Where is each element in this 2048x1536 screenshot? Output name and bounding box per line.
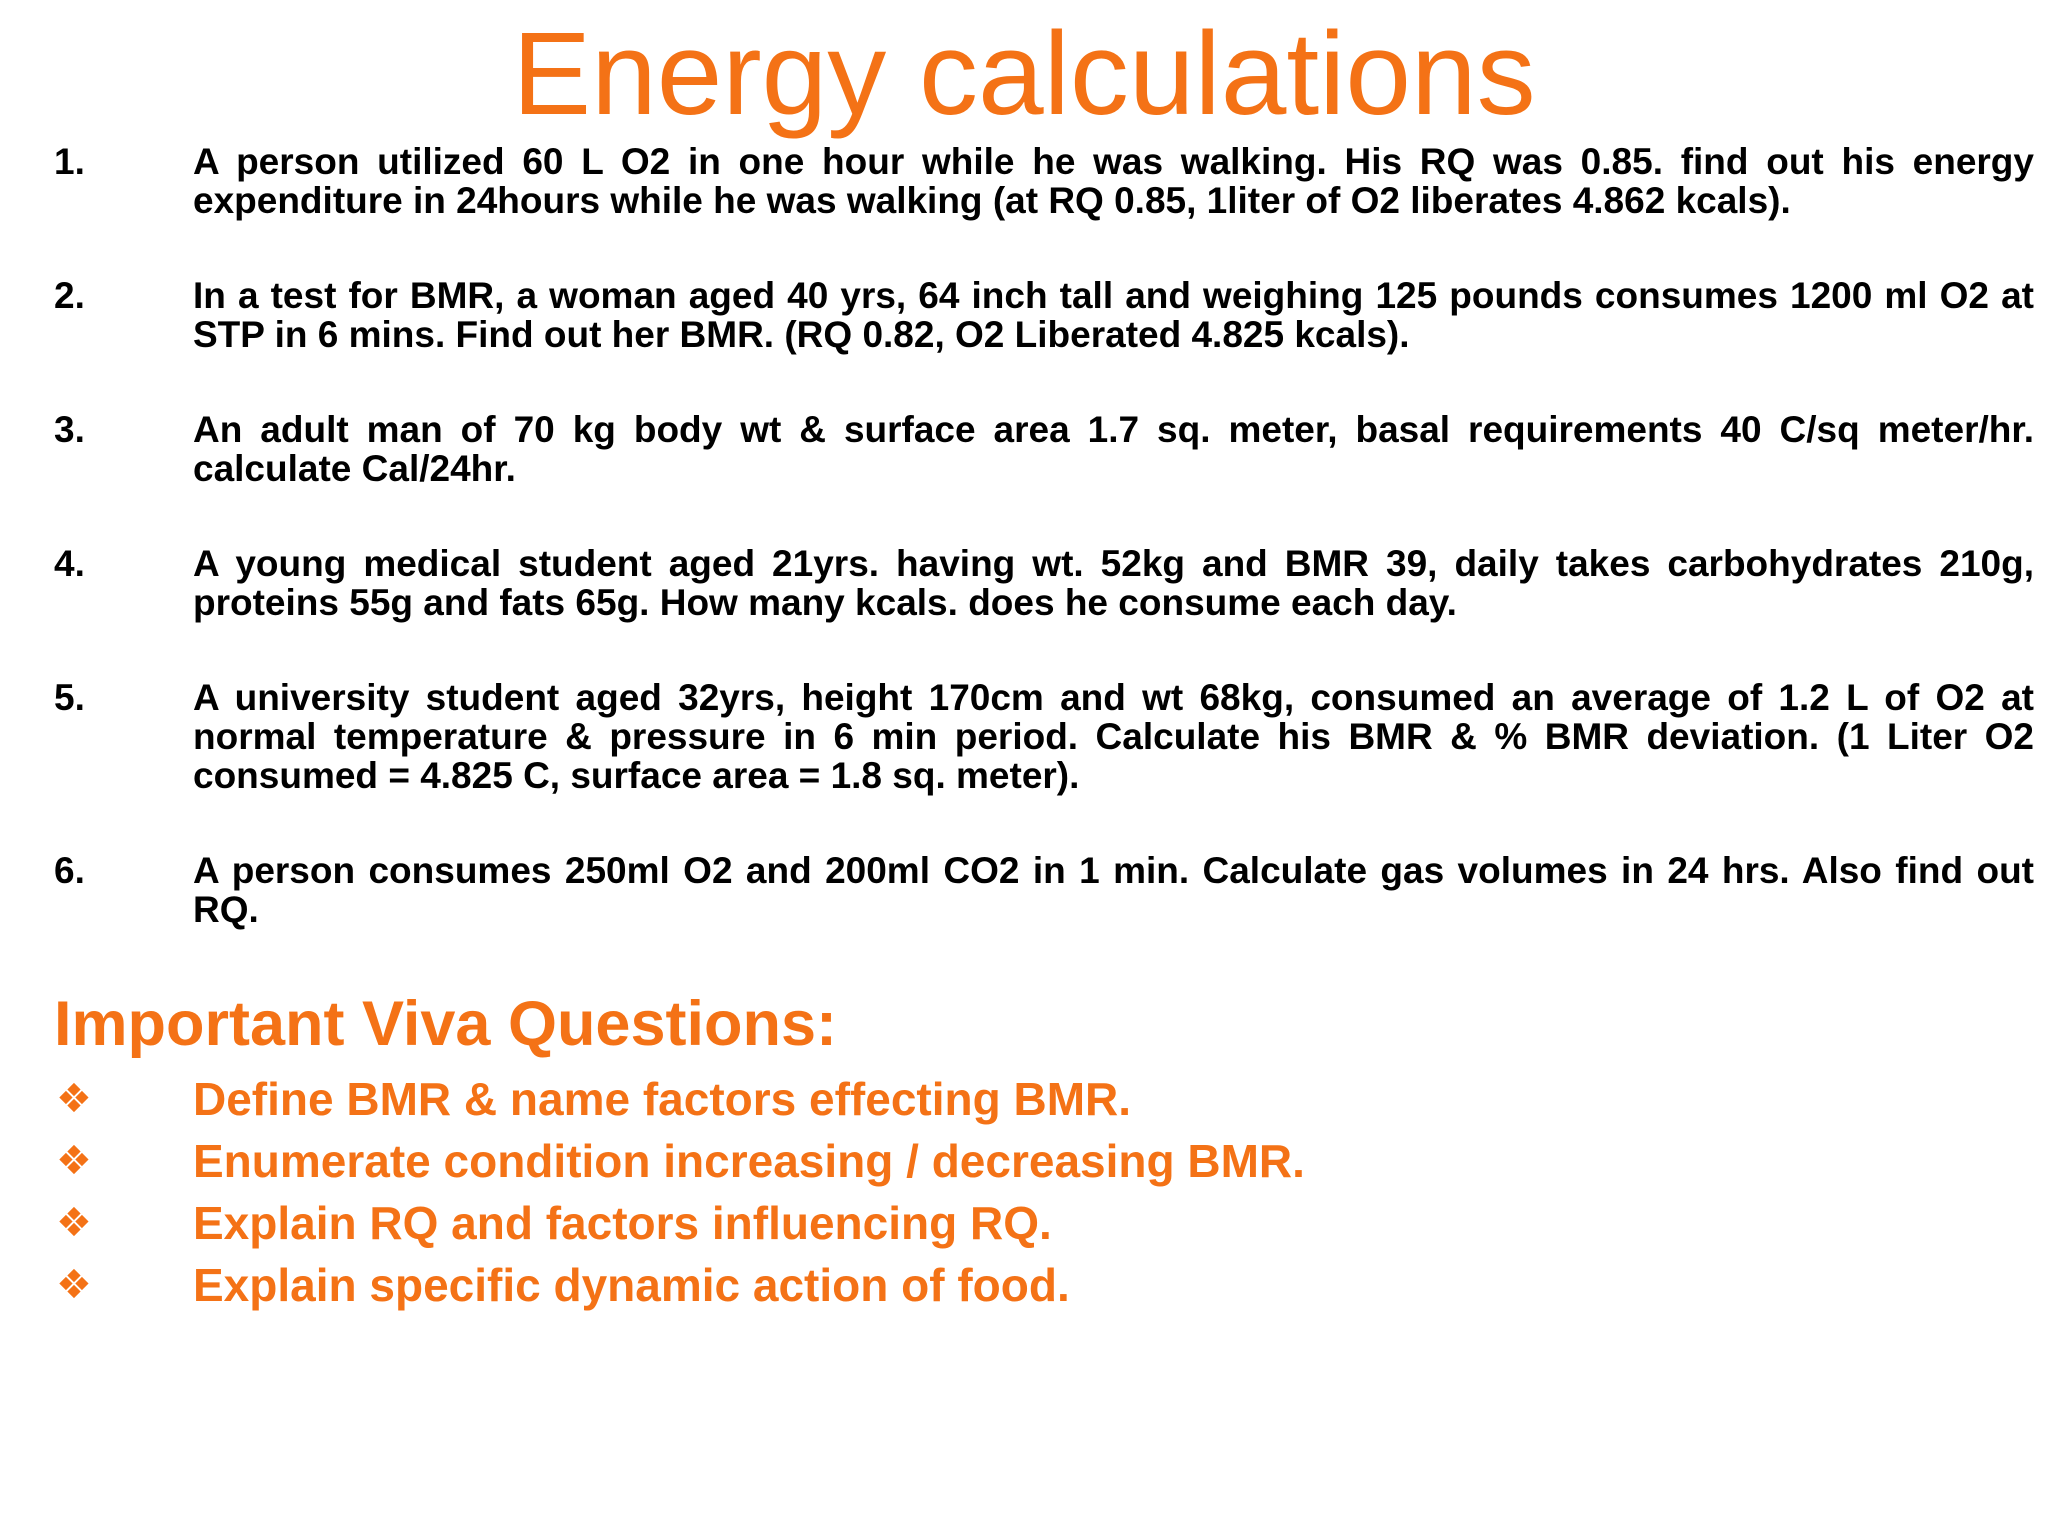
problem-text: An adult man of 70 kg body wt & surface area 1.7 sq. meter, basal requirements 40 C/sq meter/hr. calculate Cal/24hr. — [193, 409, 2034, 489]
problem-text: A university student aged 32yrs, height 170cm and wt 68kg, consumed an average of 1.2 L of O2 at normal temperature & pressure in 6 min period. Calculate his BMR & % BMR deviation. (1 Liter O2 consumed = 4.825 C, surface area = 1.8 sq. meter). — [193, 677, 2034, 796]
problem-list — [54, 142, 2034, 985]
problem-number: 6. — [54, 850, 85, 891]
problem-number: 5. — [54, 677, 85, 718]
problem-text: A person consumes 250ml O2 and 200ml CO2 in 1 min. Calculate gas volumes in 24 hrs. Also find out RQ. — [193, 850, 2034, 930]
problem-item — [54, 410, 2034, 488]
viva-question-item — [54, 1192, 1954, 1254]
diamond-bullet-icon: ❖ — [56, 1200, 92, 1246]
diamond-bullet-icon: ❖ — [56, 1138, 92, 1184]
viva-question-text: Explain specific dynamic action of food. — [193, 1259, 1070, 1311]
problem-number: 2. — [54, 275, 85, 316]
viva-question-list — [54, 1068, 1954, 1316]
problem-item — [54, 851, 2034, 929]
slide-title: Energy calculations — [512, 8, 1536, 140]
diamond-bullet-icon: ❖ — [56, 1262, 92, 1308]
problem-item — [54, 544, 2034, 622]
viva-question-item — [54, 1254, 1954, 1316]
diamond-bullet-icon: ❖ — [56, 1076, 92, 1122]
viva-question-text: Explain RQ and factors influencing RQ. — [193, 1197, 1052, 1249]
problem-text: In a test for BMR, a woman aged 40 yrs, 64 inch tall and weighing 125 pounds consumes 1200 ml O2 at STP in 6 mins. Find out her BMR. (RQ 0.82, O2 Liberated 4.825 kcals). — [193, 275, 2034, 355]
viva-heading: Important Viva Questions: — [54, 989, 837, 1059]
problem-number: 3. — [54, 409, 85, 450]
problem-number: 4. — [54, 543, 85, 584]
problem-text: A young medical student aged 21yrs. having wt. 52kg and BMR 39, daily takes carbohydrates 210g, proteins 55g and fats 65g. How many kcals. does he consume each day. — [193, 543, 2034, 623]
problem-item — [54, 678, 2034, 795]
viva-question-text: Enumerate condition increasing / decreasing BMR. — [193, 1135, 1305, 1187]
viva-question-item — [54, 1068, 1954, 1130]
problem-text: A person utilized 60 L O2 in one hour while he was walking. His RQ was 0.85. find out his energy expenditure in 24hours while he was walking (at RQ 0.85, 1liter of O2 liberates 4.862 kcals). — [193, 141, 2034, 221]
problem-item — [54, 142, 2034, 220]
problem-item — [54, 276, 2034, 354]
viva-question-text: Define BMR & name factors effecting BMR. — [193, 1073, 1132, 1125]
viva-question-item — [54, 1130, 1954, 1192]
problem-number: 1. — [54, 141, 85, 182]
